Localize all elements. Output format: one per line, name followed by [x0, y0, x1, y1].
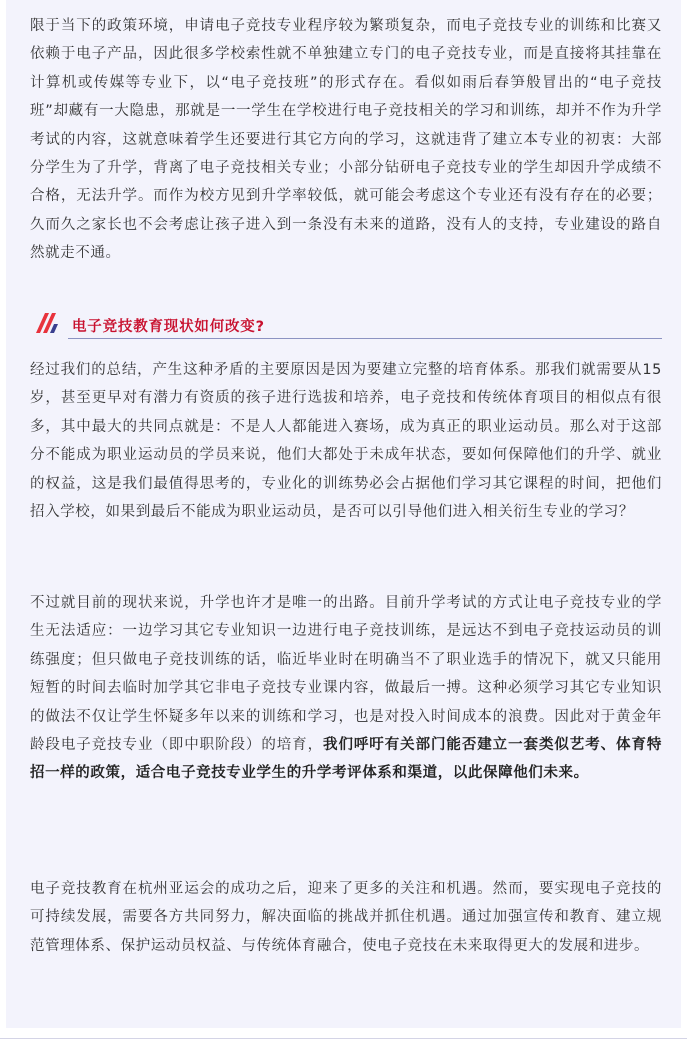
bottom-divider — [0, 1038, 687, 1039]
paragraph-3-regular-text: 不过就目前的现状来说，升学也许才是唯一的出路。目前升学考试的方式让电子竞技专业的学生无法适应：一边学习其它专业知识一边进行电子竞技训练，是远达不到电子竞技运动员的训练强度；但只做电子竞技训练的话，临近毕业时在明确当不了职业选手的情况下，就又只能用短暂的时间去临时加学其它非电子竞技专业课内容，做最后一搏。这种必须学习其它专业知识的做法不仅让学生怀疑多年以来的训练和学习，也是对投入时间成本的浪费。因此对于黄金年龄段电子竞技专业（即中职阶段）的培育， — [30, 595, 662, 754]
section-heading-title: 电子竞技教育现状如何改变? — [72, 319, 265, 335]
paragraph-3-bold-text: 我们呼吁有关部门能否建立一套类似艺考、体育特招一样的政策，适合电子竞技专业学生的升学考评体系和渠道，以此保障他们未来。 — [30, 737, 662, 782]
slash-stripes-logo-icon — [34, 312, 60, 334]
article-paragraph-3 — [30, 589, 662, 788]
article-paragraph-2: 经过我们的总结，产生这种矛盾的主要原因是因为要建立完整的培育体系。那我们就需要从15岁，甚至更早对有潜力有资质的孩子进行选拔和培养，电子竞技和传统体育项目的相似点有很多，其中最大的共同点就是：不是人人都能进入赛场，成为真正的职业运动员。那么对于这部分不能成为职业运动员的学员来说，他们大都处于未成年状态，要如何保障他们的升学、就业的权益，这是我们最值得思考的，专业化的训练势必会占据他们学习其它课程的时间，把他们招入学校，如果到最后不能成为职业运动员，是否可以引导他们进入相关衍生专业的学习？ — [30, 362, 662, 521]
article-paragraph-1: 限于当下的政策环境，申请电子竞技专业程序较为繁琐复杂，而电子竞技专业的训练和比赛又依赖于电子产品，因此很多学校索性就不单独建立专门的电子竞技专业，而是直接将其挂靠在计算机或传媒等专业下，以“电子竞技班”的形式存在。看似如雨后春笋般冒出的“电子竞技班”却藏有一大隐患，那就是一一学生在学校进行电子竞技相关的学习和训练，却并不作为升学考试的内容，这就意味着学生还要进行其它方向的学习，这就违背了建立本专业的初衷：大部分学生为了升学，背离了电子竞技相关专业；小部分钻研电子竞技专业的学生却因升学成绩不合格，无法升学。而作为校方见到升学率较低，就可能会考虑这个专业还有没有存在的必要；久而久之家长也不会考虑让孩子进入到一条没有未来的道路，没有人的支持，专业建设的路自然就走不通。 — [30, 18, 662, 262]
article-page — [6, 0, 681, 1028]
heading-underline-divider — [68, 338, 662, 339]
section-heading — [30, 310, 662, 340]
article-paragraph-4: 电子竞技教育在杭州亚运会的成功之后，迎来了更多的关注和机遇。然而，要实现电子竞技的可持续发展，需要各方共同努力，解决面临的挑战并抓住机遇。通过加强宣传和教育、建立规范管理体系、保护运动员权益、与传统体育融合，使电子竞技在未来取得更大的发展和进步。 — [30, 881, 662, 954]
